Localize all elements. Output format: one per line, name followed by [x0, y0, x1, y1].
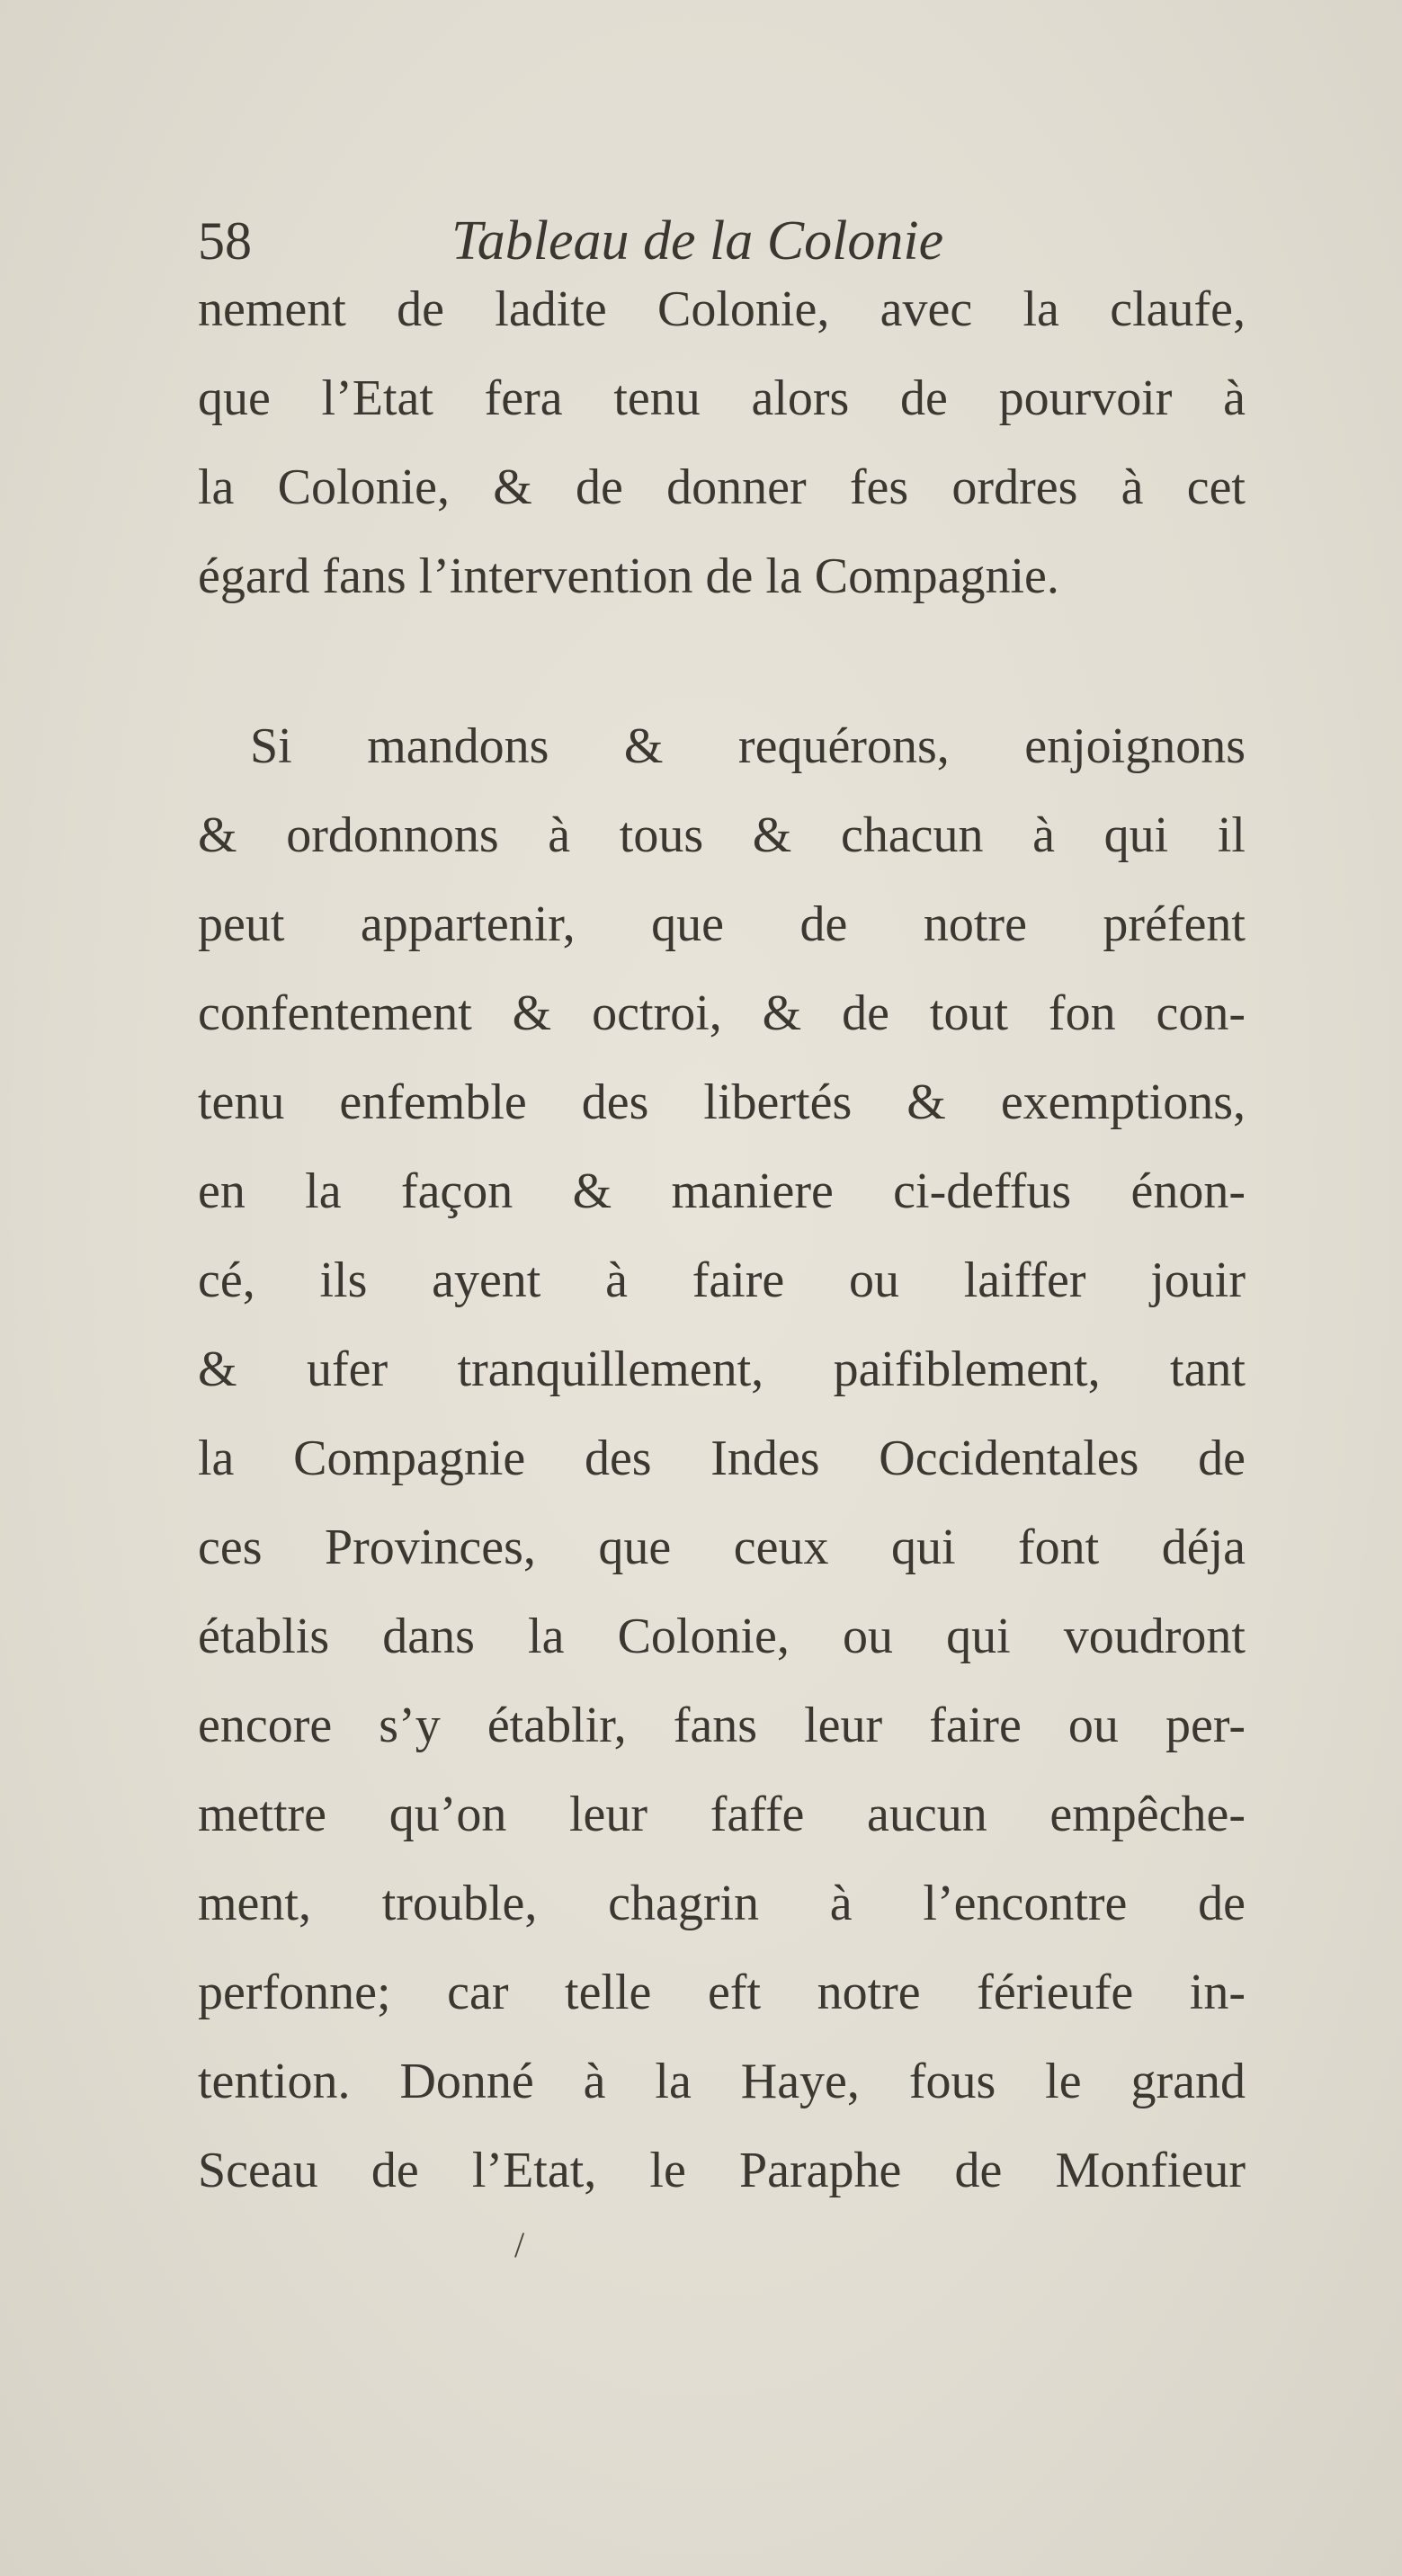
text-line: en la façon & maniere ci-deffus énon- — [198, 1163, 1246, 1219]
text-line: tenu enfemble des libertés & exemptions, — [198, 1074, 1246, 1130]
text-line: la Colonie, & de donner fes ordres à cet — [198, 459, 1246, 515]
text-line: égard fans l’intervention de la Compagnie. — [198, 548, 1059, 604]
text-line: encore s’y établir, fans leur faire ou per- — [198, 1698, 1246, 1753]
text-line: mettre qu’on leur faffe aucun empêche- — [198, 1787, 1246, 1842]
paragraph-gap — [198, 621, 1246, 702]
page-number: 58 — [198, 211, 252, 271]
text-line: Sceau de l’Etat, le Paraphe de Monfieur — [198, 2143, 1246, 2198]
text-line: Si mandons & requérons, enjoignons — [250, 718, 1246, 774]
text-line: tention. Donné à la Haye, fous le grand — [198, 2054, 1246, 2109]
text-line: peut appartenir, que de notre préfent — [198, 896, 1246, 952]
text-line: ces Provinces, que ceux qui font déja — [198, 1520, 1246, 1575]
text-line: que l’Etat fera tenu alors de pourvoir à — [198, 370, 1246, 426]
text-line: ment, trouble, chagrin à l’encontre de — [198, 1876, 1246, 1931]
text-line: nement de ladite Colonie, avec la claufe, — [198, 281, 1246, 337]
catchword: / — [514, 2224, 525, 2265]
body-text — [198, 265, 1246, 2215]
text-line: confentement & octroi, & de tout fon con- — [198, 985, 1246, 1041]
text-line: perfonne; car telle eft notre férieufe in- — [198, 1965, 1246, 2020]
text-line: établis dans la Colonie, ou qui voudront — [198, 1609, 1246, 1664]
running-title: Tableau de la Colonie — [451, 210, 944, 272]
text-line: & ufer tranquillement, paifiblement, tant — [198, 1341, 1246, 1397]
text-line: cé, ils ayent à faire ou laiffer jouir — [198, 1252, 1246, 1308]
text-line: & ordonnons à tous & chacun à qui il — [198, 807, 1246, 863]
text-line: la Compagnie des Indes Occidentales de — [198, 1431, 1246, 1486]
